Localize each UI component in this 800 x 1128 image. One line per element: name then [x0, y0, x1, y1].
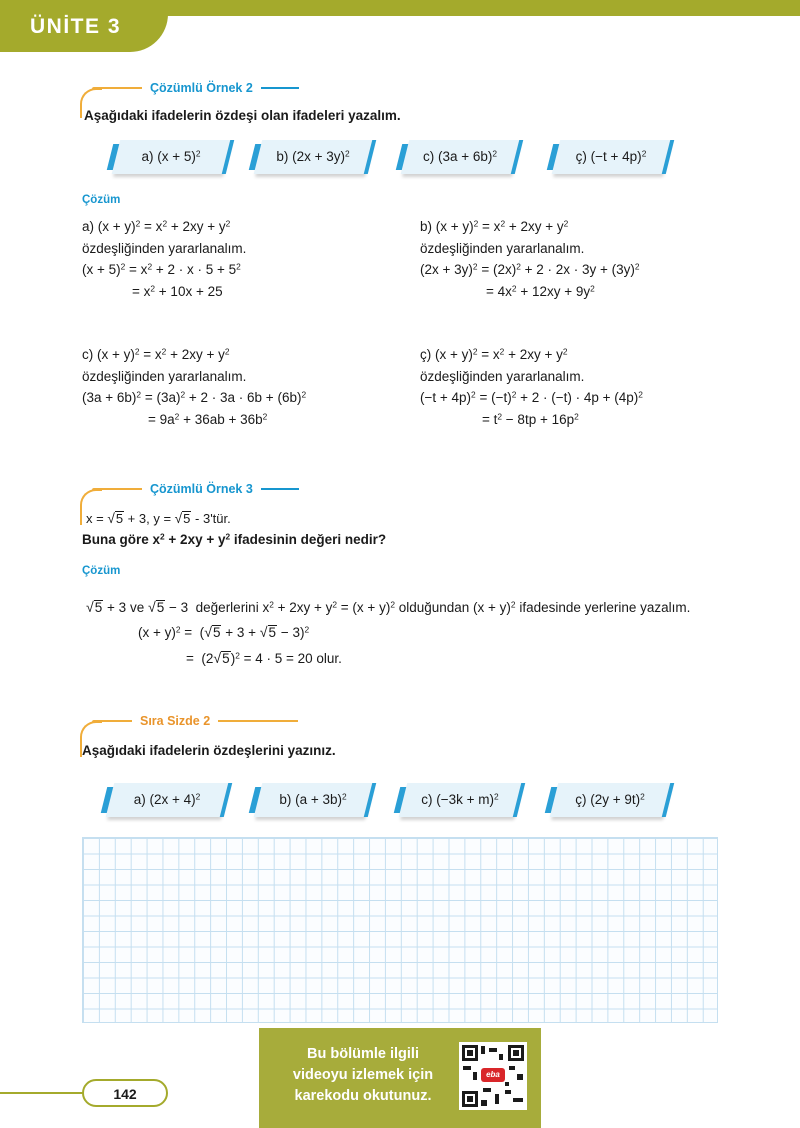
practice2-option-cc: ç) $(2y + 9t)^2$	[554, 783, 666, 817]
example3-step1: $(x + y)^2 = (√5 + 3 + √5 - 3)^2$	[138, 624, 310, 641]
solution-a: a) $(x + y)^2 = x^2 + 2xy + y^2$ özdeşliğinden yararlanalım. $(x + 5)^2 = x^2 + 2 \cdot x \cdot 5 + 5^2$ = $x^2 + 10x + 25$	[82, 218, 247, 299]
example3-given: x = √5 + 3, y = √5 - 3'tür.	[86, 511, 231, 526]
practice2-option-b: b) $(a + 3b)^2$	[258, 783, 368, 817]
solution-c: c) $(x + y)^2 = x^2 + 2xy + y^2$ özdeşliğinden yararlanalım. $(3a + 6b)^2 = (3a)^2 + 2 \cdot 3a \cdot 6b + (6b)^2$ = $9a^2 + 36ab + 36b^2$	[82, 346, 307, 427]
section-line	[80, 505, 82, 525]
example3-title: Çözümlü Örnek 3	[150, 482, 253, 496]
qr-panel	[259, 1028, 541, 1128]
practice2-title: Sıra Sizde 2	[140, 714, 211, 728]
practice2-option-a: a) $(2x + 4)^2$	[110, 783, 224, 817]
qr-code-icon[interactable]	[459, 1042, 527, 1110]
example2-option-cc: ç) $(-t + 4p)^2$	[556, 140, 666, 174]
solution-b: b) $(x + y)^2 = x^2 + 2xy + y^2$ özdeşliğinden yararlanalım. $(2x + 3y)^2 = (2x)^2 + 2 \cdot 2x \cdot 3y + (3y)^2$ = $4x^2 + 12xy + 9y^2$	[420, 218, 640, 299]
qr-instructions: Bu bölümle ilgili videoyu izlemek için karekodu okutunuz.	[292, 1046, 434, 1104]
example2-option-b: b) $(2x + 3y)^2$	[258, 140, 368, 174]
section-line	[80, 104, 82, 118]
example3-solution-line: √5 + 3 ve √5 − 3 değerlerini $x^2 + 2xy + y^2 = (x + y)^2$ olduğundan $(x + y)^2$ ifadesinde yerlerine yazalım.	[86, 599, 691, 616]
eba-logo: eba	[481, 1068, 505, 1082]
example2-question: Aşağıdaki ifadelerin özdeşi olan ifadeleri yazalım.	[84, 108, 401, 123]
solution-cc: ç) $(x + y)^2 = x^2 + 2xy + y^2$ özdeşliğinden yararlanalım. $(-t + 4p)^2 = (-t)^2 + 2 \cdot (-t) \cdot 4p + (4p)^2$ = $t^2 - 8tp + 16p^2$	[420, 346, 643, 427]
example2-title: Çözümlü Örnek 2	[150, 81, 253, 95]
page-number-badge	[82, 1079, 168, 1107]
page-number-line	[0, 1092, 86, 1094]
example2-option-c: c) $(3a + 6b)^2$	[405, 140, 515, 174]
example3-question: Buna göre $x^2 + 2xy + y^2$ ifadesinin değeri nedir?	[82, 531, 387, 547]
practice2-option-c: c) $(-3k + m)^2$	[403, 783, 517, 817]
example2-solution-label: Çözüm	[82, 194, 121, 206]
example3-step2: = $(2√5)^2 = 4 \cdot 5 = 20$ olur.	[186, 650, 342, 667]
answer-grid[interactable]	[82, 837, 718, 1023]
example2-heading	[92, 81, 299, 95]
example3-solution-label: Çözüm	[82, 565, 121, 577]
example3-heading	[92, 482, 299, 496]
practice2-question: Aşağıdaki ifadelerin özdeşlerini yazınız.	[82, 743, 336, 758]
practice2-heading	[92, 714, 298, 728]
unit-title: ÜNİTE 3	[30, 15, 122, 38]
example2-option-a: a) $(x + 5)^2$	[116, 140, 226, 174]
page-number: 142	[113, 1086, 137, 1102]
